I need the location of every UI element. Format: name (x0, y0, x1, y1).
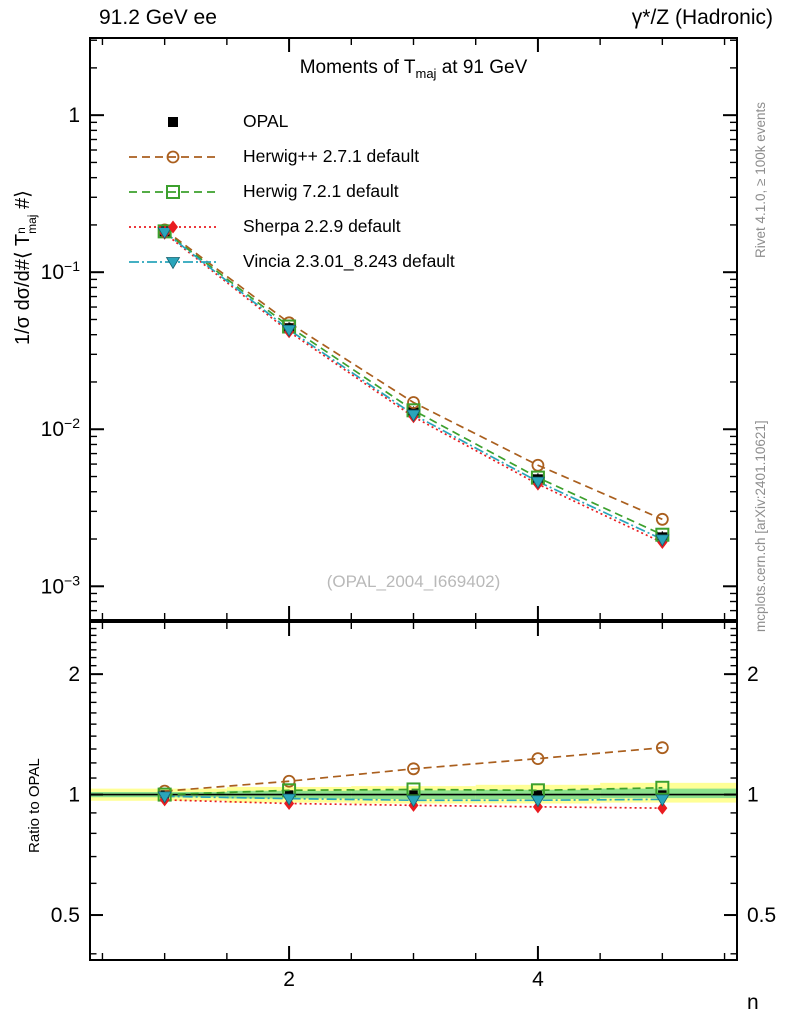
legend-sample-1 (127, 146, 219, 168)
legend-sample-3 (127, 216, 219, 238)
rivet-version-note: Rivet 4.1.0, ≥ 100k events (753, 102, 768, 258)
legend-label-2: Herwig 7.2.1 default (243, 181, 399, 201)
plot-title-text: Moments of T (299, 57, 416, 78)
svg-text:4: 4 (532, 968, 544, 991)
ratio-line-1 (165, 748, 663, 791)
svg-text:10−3: $10^{-3}$ (40, 572, 80, 599)
process-label: γ*/Z (Hadronic) (631, 6, 773, 29)
legend-item-3 (127, 209, 455, 244)
analysis-watermark: (OPAL_2004_I669402) (326, 572, 501, 591)
mcplots-source-note: mcplots.cern.ch [arXiv:2401.10621] (753, 420, 768, 632)
y-axis-label-sup: n (14, 227, 28, 234)
legend-label-1: Herwig++ 2.7.1 default (243, 146, 420, 166)
legend-sample-2 (127, 181, 219, 203)
legend-item-2 (127, 174, 455, 209)
svg-text:2: 2 (68, 663, 80, 687)
legend-item-4 (127, 244, 455, 279)
legend-item-0 (127, 104, 455, 139)
y-axis-label-sub: maj (25, 214, 39, 234)
svg-text:0.5: 0.5 (50, 904, 80, 928)
top-line-3 (165, 233, 663, 542)
svg-text:1: 1 (747, 783, 759, 807)
legend-label-0: OPAL (243, 111, 289, 131)
svg-text:1: 1 (68, 783, 80, 807)
legend-item-1 (127, 139, 455, 174)
legend-sample-4 (127, 251, 219, 273)
plot-title (90, 57, 737, 81)
ratio-panel-series (158, 742, 669, 814)
svg-text:2: 2 (283, 968, 295, 991)
ratio-y-axis-label: Ratio to OPAL (26, 758, 43, 853)
y-axis-label-close: #⟩ (12, 190, 34, 215)
y-axis-label-script (16, 215, 38, 234)
y-axis-label (10, 190, 38, 345)
plot-title-subscript: maj (415, 65, 437, 81)
svg-text:1: 1 (68, 104, 80, 128)
svg-text:2: 2 (747, 663, 759, 687)
x-axis-label: n (747, 991, 759, 1014)
plot-title-suffix: at 91 GeV (436, 57, 528, 78)
legend-label-4: Vincia 2.3.01_8.243 default (243, 251, 455, 271)
y-axis-label-text: 1/σ dσ/d#⟨ T (12, 233, 34, 345)
svg-text:0.5: 0.5 (747, 904, 777, 928)
legend-label-3: Sherpa 2.2.9 default (243, 216, 401, 236)
beam-energy-label: 91.2 GeV ee (99, 6, 217, 29)
svg-text:10−2: $10^{-2}$ (40, 415, 80, 442)
legend (127, 104, 455, 279)
legend-sample-0 (127, 111, 219, 133)
svg-text:10−1: $10^{-1}$ (40, 258, 80, 285)
